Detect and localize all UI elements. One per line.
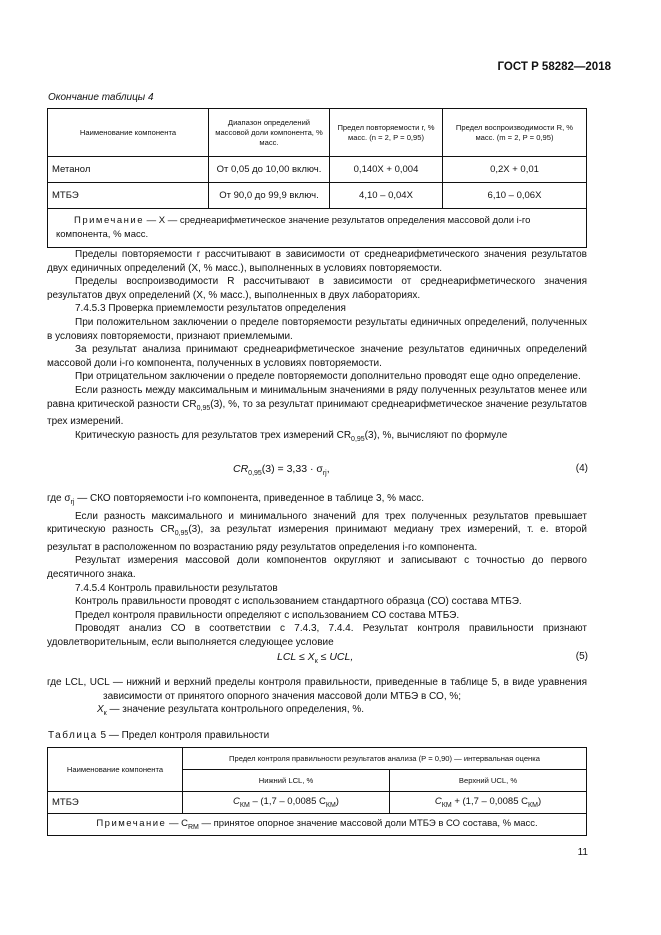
body-text-1	[47, 248, 587, 446]
paragraph: Проводят анализ СО в соответствии с 7.4.3, 7.4.4. Результат контроля правильности признают удовлетворительным, если выполняется следующее условие	[47, 623, 587, 648]
body-text-3	[47, 676, 587, 721]
row-range: От 0,05 до 10,00 включ.	[209, 157, 330, 183]
paragraph: где $\sigma_{rj}$ — СКО повторяемости i-го компонента, приведенное в таблице 3, % масс.	[47, 493, 425, 506]
paragraph: Результат измерения массовой доли компонентов округляют и записывают с точностью до первого десятичного знака.	[47, 555, 587, 580]
paragraph: Пределы повторяемости r рассчитывают в зависимости от среднеарифметического значения результатов двух единичных определений (X, % масс.), выполненных в условиях повторяемости.	[47, 249, 587, 274]
paragraph: Критическую разность для результатов трех измерений $CR_{0,95}(3)$, %, вычисляют по формуле	[75, 429, 508, 443]
table5-col-upper: Верхний UCL, %	[390, 770, 587, 792]
table4-caption: Окончание таблицы 4	[48, 92, 154, 103]
table-5	[47, 747, 587, 836]
row-R: 0,2X + 0,01	[443, 157, 587, 183]
row-name: МТБЭ	[48, 183, 209, 209]
paragraph: где LCL, UCL — нижний и верхний пределы контроля правильности, приведенные в таблице 5, в виде уравнения зависимости от принятого опорного значения массовой доли МТБЭ в СО, %;	[47, 677, 587, 702]
formula-5-number: (5)	[575, 651, 588, 662]
row-upper: $C_{КМ} + (1,7 - 0,0085$ $C_{КМ}$)	[390, 792, 587, 814]
table4-note-row	[48, 209, 587, 248]
row-r: 4,10 – 0,04X	[330, 183, 443, 209]
table-row	[48, 183, 587, 209]
paragraph: За результат анализа принимают среднеарифметическое значение результатов единичных определений массовой доли i-го компонента, полученных в условиях повторяемости.	[47, 344, 587, 369]
page-number: 11	[577, 847, 588, 858]
paragraph: $X_к$ — значение результата контрольного определения, %.	[97, 704, 365, 718]
table5-col-group: Предел контроля правильности результатов анализа (P = 0,90) — интервальная оценка	[183, 748, 587, 770]
table4-col-repeatability: Предел повторяемости r, % масс. (n = 2, P = 0,95)	[330, 109, 443, 157]
paragraph: При отрицательном заключении о пределе повторяемости дополнительно проводят еще одно определение.	[75, 371, 581, 383]
formula-4: $CR_{0,95}(3) = 3,33 \cdot \sigma_{rj}$,	[233, 463, 330, 478]
document-id: ГОСТ Р 58282—2018	[497, 61, 611, 73]
table5-note: Примечание — $C_{RM}$ — принятое опорное значение массовой доли МТБЭ в СО состава, % масс.	[48, 814, 587, 836]
table5-note-row	[48, 814, 587, 836]
body-text-2	[47, 492, 587, 650]
table4-note	[48, 209, 587, 248]
table4-header-row	[48, 109, 587, 157]
table-row	[48, 792, 587, 814]
paragraph: Пределы воспроизводимости R рассчитывают в зависимости от среднеарифметического значения результатов двух определений (X, % масс.), выполненных в двух лабораториях.	[47, 276, 587, 301]
paragraph: Если разность максимального и минимального значений для трех полученных результатов превышает критическую разность $CR_{0,95}(3)$, за результат измерения принимают медиану трех измерений, т. е. второй результат в расположенном по возрастанию ряду результатов определения i-го компонента.	[47, 510, 587, 553]
table-row	[48, 157, 587, 183]
table4-col-range: Диапазон определений массовой доли компонента, % масс.	[209, 109, 330, 157]
paragraph: При положительном заключении о пределе повторяемости результаты единичных определений, полученных в условиях повторяемости, признают приемлемыми.	[47, 316, 587, 342]
row-R: 6,10 – 0,06X	[443, 183, 587, 209]
table4-col-reproducibility: Предел воспроизводимости R, % масс. (m = 2, P = 0,95)	[443, 109, 587, 157]
table-4	[47, 108, 587, 248]
table5-caption: Таблица 5 — Предел контроля правильности	[48, 730, 270, 741]
paragraph: Контроль правильности проводят с использованием стандартного образца (СО) состава МТБЭ.	[75, 596, 522, 608]
row-lower: $C_{КМ} - (1,7 - 0,0085$ $C_{КМ}$)	[183, 792, 390, 814]
section-heading: 7.4.5.4 Контроль правильности результатов	[75, 582, 278, 594]
formula-5: LCL ≤ $X_к$ ≤ UCL,	[277, 651, 354, 666]
row-r: 0,140X + 0,004	[330, 157, 443, 183]
row-name: Метанол	[48, 157, 209, 183]
section-heading: 7.4.5.3 Проверка приемлемости результатов определения	[75, 303, 346, 315]
row-name: МТБЭ	[48, 792, 183, 814]
note-text: — X — среднеарифметическое значение результатов определения массовой доли i-го компонента, % масс.	[56, 215, 531, 240]
note-label: Примечание	[74, 215, 144, 226]
table4-col-name: Наименование компонента	[48, 109, 209, 157]
table5-col-lower: Нижний LCL, %	[183, 770, 390, 792]
formula-4-number: (4)	[575, 463, 588, 474]
table5-header-row	[48, 748, 587, 770]
paragraph: Если разность между максимальным и минимальным значениями в ряду полученных результатов менее или равна критической разности $CR_{0,95}(3)$, %, то за результат принимают среднеарифметическое значение результатов трех измерений.	[47, 384, 587, 428]
table5-col-name: Наименование компонента	[48, 748, 183, 792]
paragraph: Предел контроля правильности определяют с использованием СО состава МТБЭ.	[75, 609, 460, 621]
row-range: От 90,0 до 99,9 включ.	[209, 183, 330, 209]
